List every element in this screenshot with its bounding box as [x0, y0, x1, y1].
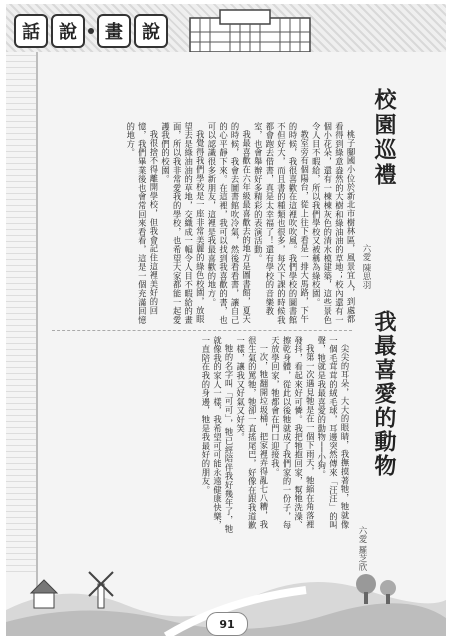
article1-paragraph: 我最喜歡在六年級最喜歡去的地方是圖書館，夏天的時候，我會去圖書館吹冷氣，然後看看書，讓自己的心平靜下來。在這裡，我可以找到我喜歡的書，也可以認識很多新朋友，這裡是我最喜歡的地方。	[206, 122, 252, 325]
sidebar-pattern	[6, 52, 36, 572]
article2-paragraph: 尖尖的耳朵，大大的眼睛，我撫摸著牠，牠就像一個毛茸茸的絨毛球，耳邊突然傳來「汪汪」的叫聲，牠就是我最喜愛的動物──小狗。	[316, 336, 350, 530]
article1-paragraph: 我很捨不得離開學校，但我會記住這裡美好的回憶，我們畢業後也會常回來看看，這是一個充滿回憶的地方。	[125, 122, 159, 325]
article1-body	[60, 122, 356, 332]
article2-paragraph: 一次，牠翻開垃圾桶，把家裡弄得亂七八糟，我很生氣的罵牠，牠卻一直搖尾巴，好像在跟我道歉一樣，讓我又好氣又好笑。	[235, 336, 269, 530]
title-char-2: 說	[51, 14, 85, 48]
section-title	[14, 14, 168, 48]
title-char-1: 話	[14, 14, 48, 48]
title-char-4: 說	[134, 14, 168, 48]
house-icon	[31, 580, 57, 608]
article-divider	[52, 330, 352, 331]
title-char-3: 畫	[97, 14, 131, 48]
article1-paragraph: 桃子腳國小位於新北市樹林區，風景宜人，到處都看得到綠意盎然的大樹和綠油油的草地；校內還有一個小花朵，還有一棟棟灰色的清水模建築，這些景色令人目不暇給，所以我們學校又被稱為綠校園。	[311, 122, 356, 325]
article2-body	[80, 336, 350, 534]
article1-paragraph: 教室旁有個陽台，從上往下看是一排大馬路，下午的時候，我很喜歡在這裡吹吹風。我們學校的圖書館不但好大，而且書的種類也很多，每次下課的時候我都會跑去借書，真是太幸福了！還有學校的音樂教室，也會舉辦好多精彩的表演活動。	[253, 122, 310, 325]
page-number: 91	[206, 612, 248, 636]
article1-title: 校園巡禮	[371, 88, 397, 188]
sidebar-line	[36, 52, 38, 592]
article2-title: 我最喜愛的動物	[371, 310, 397, 478]
school-building-icon	[180, 8, 320, 52]
article2-paragraph: 牠的名字叫「可可」，牠已經陪伴我好幾年了，牠就像我的家人一樣，我希望可可能永遠健康快樂，一直陪在我的身邊，牠是我最好的朋友。	[200, 336, 235, 534]
article2-paragraph: 我第一次遇見牠是在一個下雨天，牠縮在角落裡發抖，看起來好可憐。我把牠抱回家，幫牠洗澡、擦乾身體，從此以後牠就成了我們家的一份子，每天放學回家，牠都會在門口迎接我。	[270, 336, 316, 530]
article1-author: 六愛 陳思羽	[361, 244, 371, 290]
article2-author: 六愛 羅芝欣	[357, 526, 367, 572]
title-dot	[88, 28, 94, 34]
article1-paragraph: 我覺得我們學校是一座非常美麗的綠色校園，放眼望去是綠油油的草地，交織成一幅令人目不暇給的畫面，所以我非常愛我的學校，也希望大家都能一起愛護我們的校園。	[160, 122, 206, 325]
